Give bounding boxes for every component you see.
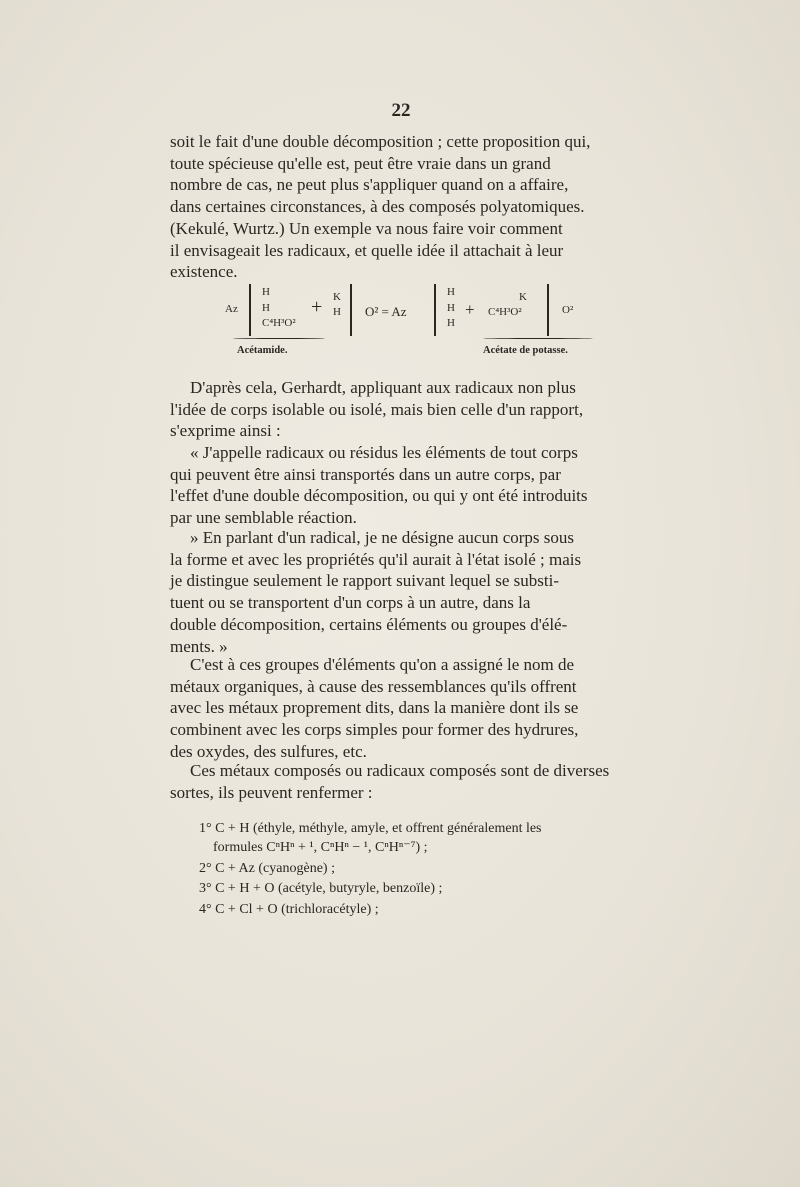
paragraph-sortes: [170, 760, 623, 803]
text-line: la forme et avec les propriétés qu'il aurait à l'état isolé ; mais: [170, 549, 582, 569]
text-line: il envisageait les radicaux, et quelle idée il attachait à leur: [170, 240, 564, 260]
paragraph-gerhardt: [170, 377, 623, 442]
text-line: avec les métaux proprement dits, dans la manière dont ils se: [170, 698, 579, 718]
brace-left: [233, 338, 325, 339]
text-line: toute spécieuse qu'elle est, peut être vraie dans un grand: [170, 153, 551, 173]
text-line: (Kekulé, Wurtz.) Un exemple va nous faire voir comment: [170, 218, 563, 238]
text-line: « J'appelle radicaux ou résidus les éléments de tout corps: [190, 443, 578, 462]
formula-bar: [434, 284, 436, 336]
caption-acetate: Acétate de potasse.: [483, 345, 568, 356]
formula-az-left: Az: [225, 303, 238, 315]
paragraph-quote-1: [170, 442, 623, 529]
formula-h-1: H: [333, 306, 341, 318]
text-line: soit le fait d'une double décomposition ; cette proposition qui,: [170, 132, 591, 151]
chemical-formula: [225, 278, 610, 358]
paragraph-quote-2: [170, 527, 623, 657]
text-line: nombre de cas, ne peut plus s'appliquer quand on a affaire,: [170, 175, 569, 195]
text-line: C'est à ces groupes d'éléments qu'on a assigné le nom de: [190, 655, 575, 674]
text-line: l'effet d'une double décomposition, ou qui y ont été introduits: [170, 486, 588, 506]
text-line: » En parlant d'un radical, je ne désigne aucun corps sous: [190, 528, 575, 547]
list-item: formules CⁿHⁿ + ¹, CⁿHⁿ − ¹, CⁿHⁿ⁻⁷) ;: [213, 840, 428, 855]
formula-h-mid: H: [262, 302, 270, 314]
formula-h-r1: H: [447, 286, 455, 298]
formula-bar: [547, 284, 549, 336]
formula-k-1: K: [333, 291, 341, 303]
formula-h-r3: H: [447, 317, 455, 329]
text-line: combinent avec les corps simples pour former des hydrures,: [170, 720, 579, 740]
formula-h-top: H: [262, 286, 270, 298]
brace-right: [483, 338, 593, 339]
text-line: tuent ou se transportent d'un corps à un autre, dans la: [170, 593, 531, 613]
formula-plus-1: +: [311, 296, 323, 318]
formula-bar: [249, 284, 251, 336]
text-line: je distingue seulement le rapport suivant lequel se substi-: [170, 571, 560, 591]
paragraph-intro: [170, 131, 623, 283]
caption-acetamide: Acétamide.: [237, 345, 288, 356]
formula-plus-2: +: [465, 300, 475, 319]
text-line: métaux organiques, à cause des ressemblances qu'ils offrent: [170, 676, 577, 696]
list-item: 4° C + Cl + O (trichloracétyle) ;: [199, 902, 379, 917]
formula-o-right: O²: [562, 304, 574, 316]
text-line: double décomposition, certains éléments ou groupes d'élé-: [170, 614, 568, 634]
text-line: existence.: [170, 262, 238, 282]
text-line: s'exprime ainsi :: [170, 421, 281, 441]
list-item: 2° C + Az (cyanogène) ;: [199, 861, 335, 876]
formula-bar: [350, 284, 352, 336]
text-line: des oxydes, des sulfures, etc.: [170, 741, 367, 761]
list-item: 3° C + H + O (acétyle, butyryle, benzoïle) ;: [199, 881, 443, 896]
text-line: Ces métaux composés ou radicaux composés sont de diverses: [190, 761, 610, 780]
text-line: dans certaines circonstances, à des composés polyatomiques.: [170, 197, 585, 217]
paragraph-metaux: [170, 654, 623, 763]
formula-k-2: K: [519, 291, 527, 303]
formula-equals: O² = Az: [365, 304, 407, 319]
formula-c-right: C⁴H³O²: [488, 306, 522, 318]
page-number: 22: [391, 100, 411, 121]
text-line: ments. »: [170, 636, 228, 656]
text-line: sortes, ils peuvent renfermer :: [170, 782, 373, 802]
text-line: l'idée de corps isolable ou isolé, mais bien celle d'un rapport,: [170, 399, 584, 419]
formula-c-bottom: C⁴H³O²: [262, 317, 296, 329]
text-line: qui peuvent être ainsi transportés dans un autre corps, par: [170, 464, 561, 484]
text-line: D'après cela, Gerhardt, appliquant aux radicaux non plus: [190, 378, 576, 397]
list-item: 1° C + H (éthyle, méthyle, amyle, et offrent généralement les: [199, 821, 542, 836]
text-line: par une semblable réaction.: [170, 508, 357, 528]
formula-h-r2: H: [447, 302, 455, 314]
